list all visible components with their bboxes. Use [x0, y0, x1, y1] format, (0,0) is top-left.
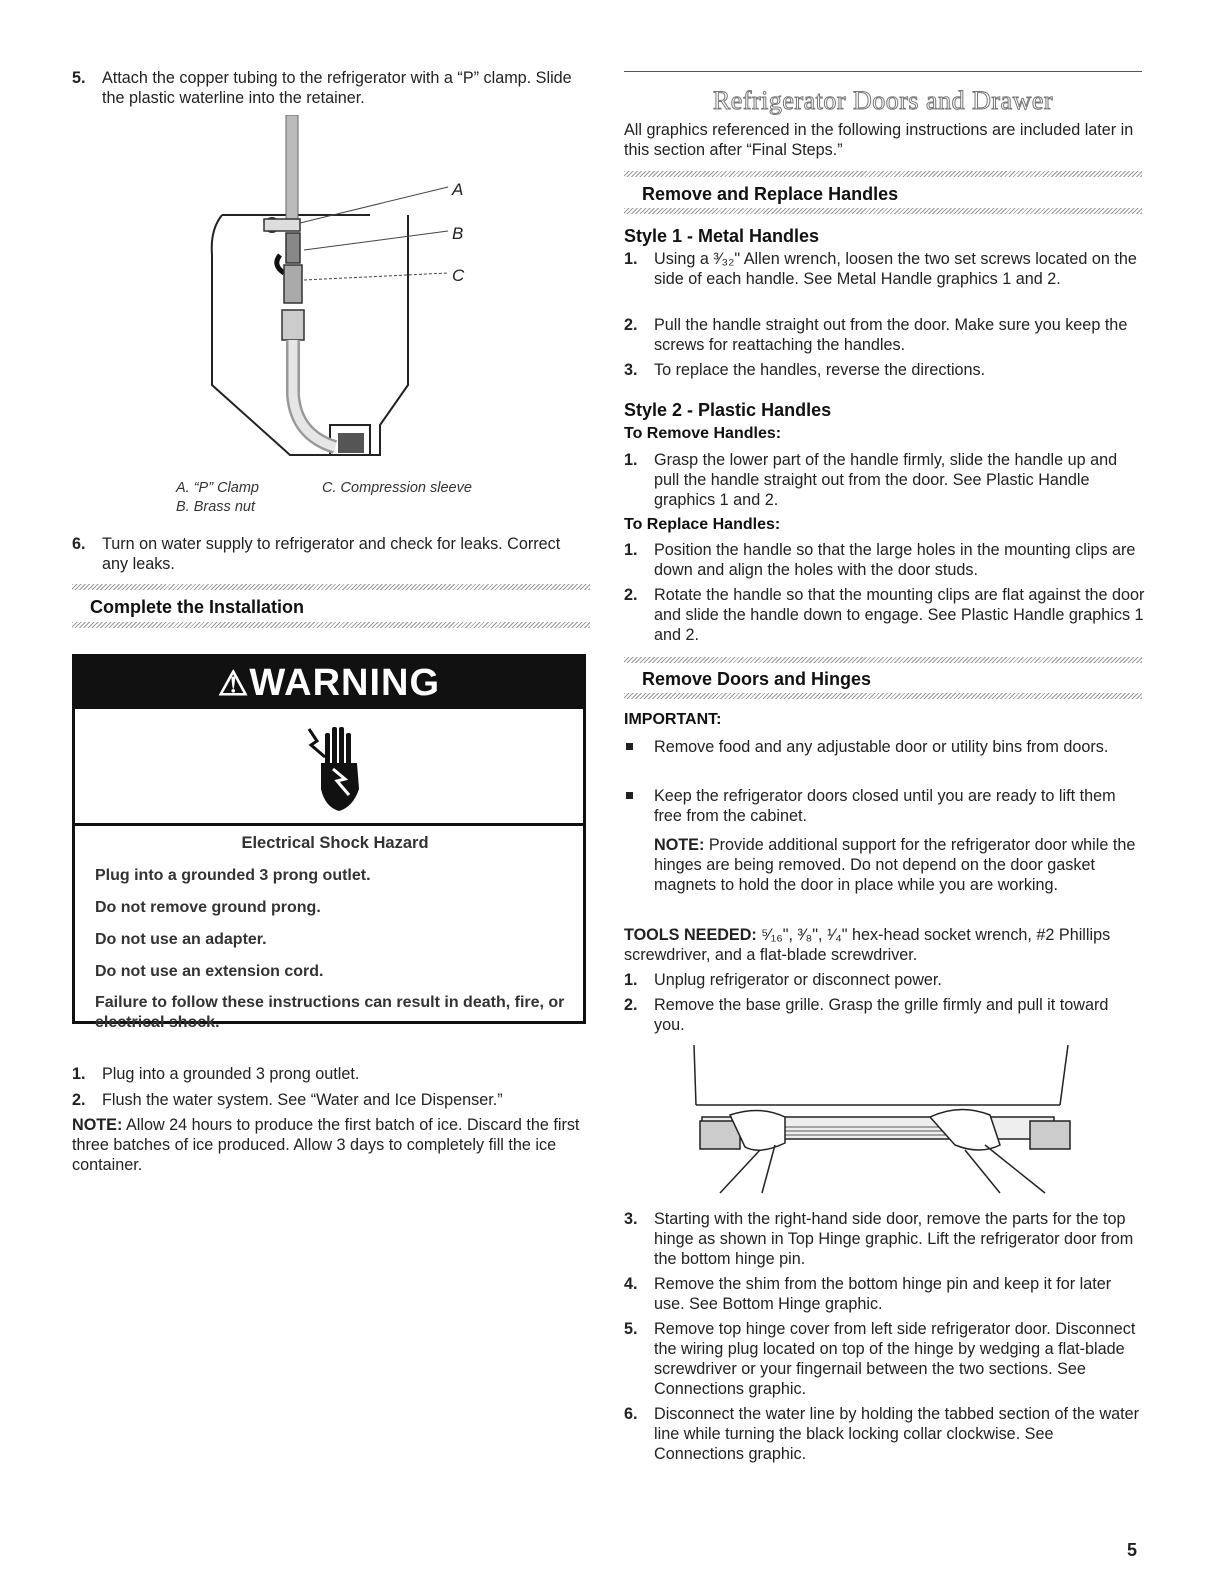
section-rule-bottom	[72, 622, 590, 628]
bullet-text: Remove food and any adjustable door or utility bins from doors.	[654, 738, 1109, 756]
step-number: 3.	[624, 1210, 638, 1228]
important-label: IMPORTANT:	[624, 711, 722, 728]
section-rule-bottom	[624, 208, 1142, 214]
note-text: Allow 24 hours to produce the first batch of ice. Discard the first three batches of ice produced. Allow 3 days to completely fill the ice container.	[72, 1116, 580, 1174]
electric-shock-hand-icon	[303, 719, 367, 815]
step-number: 5.	[72, 69, 86, 87]
step-text: Unplug refrigerator or disconnect power.	[654, 971, 942, 989]
door-step-3	[624, 1209, 1146, 1269]
warning-line-1: Plug into a grounded 3 prong outlet.	[95, 867, 371, 884]
warning-triangle-icon: ⚠	[217, 665, 250, 703]
step-text: Turn on water supply to refrigerator and check for leaks. Correct any leaks.	[102, 535, 561, 573]
tools-needed	[624, 925, 1146, 965]
step-number: 1.	[624, 971, 638, 989]
warning-divider	[75, 823, 583, 826]
warning-line-2: Do not remove ground prong.	[95, 899, 321, 916]
warning-line-5: Failure to follow these instructions can result in death, fire, or electrical shock.	[95, 994, 565, 1031]
step-number: 1.	[624, 541, 638, 559]
step-number: 4.	[624, 1275, 638, 1293]
step-number: 1.	[624, 451, 638, 469]
step-number: 1.	[72, 1065, 86, 1083]
warning-hazard: Electrical Shock Hazard	[241, 834, 429, 852]
door-step-2	[624, 995, 1124, 1035]
step-text: Plug into a grounded 3 prong outlet.	[102, 1065, 360, 1083]
step-5	[72, 68, 592, 108]
style1-step-3	[624, 360, 1146, 380]
bullet-icon	[626, 792, 633, 799]
warning-line-3: Do not use an adapter.	[95, 931, 267, 948]
door-step-6	[624, 1404, 1146, 1464]
section-heading-handles: Remove and Replace Handles	[642, 184, 899, 204]
title-rule	[624, 71, 1142, 72]
door-step-5	[624, 1319, 1146, 1399]
step-text: Remove the base grille. Grasp the grille firmly and pull it toward you.	[654, 996, 1109, 1034]
bullet-text: Keep the refrigerator doors closed until you are ready to lift them free from the cabinet.	[654, 787, 1116, 825]
section-heading-doors: Remove Doors and Hinges	[642, 669, 872, 689]
style1-heading: Style 1 - Metal Handles	[624, 226, 820, 246]
warning-box	[72, 654, 586, 1031]
step-number: 2.	[624, 586, 638, 604]
step-number: 2.	[624, 316, 638, 334]
step-number: 2.	[72, 1091, 86, 1109]
warning-title: WARNING	[249, 662, 441, 704]
replace-step-2	[624, 585, 1146, 645]
right-note	[654, 835, 1144, 895]
callout-c: C	[452, 266, 465, 285]
step-text: Disconnect the water line by holding the tabbed section of the water line while turning the black locking collar clockwise. See Connections graphic.	[654, 1405, 1140, 1463]
section-rule-bottom	[624, 693, 1142, 699]
note-label: NOTE:	[72, 1116, 123, 1134]
warning-bar	[75, 657, 583, 709]
step-text: Position the handle so that the large holes in the mounting clips are down and align the holes with the door studs.	[654, 541, 1136, 579]
step-number: 6.	[624, 1405, 638, 1423]
step-number: 2.	[624, 996, 638, 1014]
bullet-item	[624, 737, 1146, 757]
note-label: NOTE:	[654, 836, 705, 854]
section-heading-complete: Complete the Installation	[90, 597, 305, 617]
step-number: 1.	[624, 250, 638, 268]
right-intro: All graphics referenced in the following instructions are included later in this section after “Final Steps.”	[624, 121, 1134, 159]
step-text: Grasp the lower part of the handle firmly, slide the handle up and pull the handle straight out from the door. See Plastic Handle graphics 1 and 2.	[654, 451, 1118, 509]
bullet-item	[624, 786, 1146, 826]
section-rule-top	[72, 584, 590, 590]
page-number: 5	[1126, 1540, 1137, 1560]
caption-a: A. “P” Clamp	[176, 480, 259, 496]
step-number: 3.	[624, 361, 638, 379]
step-text: Flush the water system. See “Water and Ice Dispenser.”	[102, 1091, 503, 1109]
tools-text: ⁵⁄₁₆", ³⁄₈", ¹⁄₄" hex-head socket wrench, #2 Phillips screwdriver, and a flat-blade screwdriver.	[624, 926, 1111, 964]
step-text: To replace the handles, reverse the directions.	[654, 361, 986, 379]
step-number: 5.	[624, 1320, 638, 1338]
remove-step-1	[624, 450, 1146, 510]
door-step-1	[624, 970, 1146, 990]
section-title: Refrigerator Doors and Drawer	[712, 86, 1054, 115]
base-grille-illustration	[690, 1045, 1080, 1195]
step-text: Attach the copper tubing to the refrigerator with a “P” clamp. Slide the plastic waterline into the retainer.	[102, 69, 572, 107]
step-text: Remove top hinge cover from left side refrigerator door. Disconnect the wiring plug located on top of the hinge by wedging a flat-blade screwdriver or your fingernail between the two sections. See Connections graphic.	[654, 1320, 1136, 1398]
bullet-icon	[626, 743, 633, 750]
step-text: Remove the shim from the bottom hinge pin and keep it for later use. See Bottom Hinge graphic.	[654, 1275, 1112, 1313]
caption-c: C. Compression sleeve	[322, 480, 472, 496]
warning-line-4: Do not use an extension cord.	[95, 963, 324, 980]
step-text: Using a ³⁄₃₂" Allen wrench, loosen the two set screws located on the side of each handle. See Metal Handle graphics 1 and 2.	[654, 250, 1137, 288]
step-text: Starting with the right-hand side door, remove the parts for the top hinge as shown in Top Hinge graphic. Lift the refrigerator door from the bottom hinge pin.	[654, 1210, 1134, 1268]
caption-b: B. Brass nut	[176, 499, 255, 515]
note-text: Provide additional support for the refrigerator door while the hinges are being removed. Do not depend on the door gasket magnets to hold the door in place while you are working.	[654, 836, 1136, 894]
to-remove-heading: To Remove Handles:	[624, 425, 782, 442]
style1-step-1	[624, 249, 1146, 289]
p-clamp-illustration	[200, 115, 480, 465]
step-6	[72, 534, 572, 574]
section-rule-top	[624, 171, 1142, 177]
left-note	[72, 1115, 582, 1175]
style2-heading: Style 2 - Plastic Handles	[624, 400, 832, 420]
style1-step-2	[624, 315, 1146, 355]
replace-step-1	[624, 540, 1146, 580]
tools-label: TOOLS NEEDED:	[624, 926, 757, 944]
section-rule-top	[624, 657, 1142, 663]
final-step-2	[72, 1090, 592, 1110]
callout-a: A	[452, 180, 464, 199]
step-text: Rotate the handle so that the mounting clips are flat against the door and slide the handle down to engage. See Plastic Handle graphics 1 and 2.	[654, 586, 1145, 644]
door-step-4	[624, 1274, 1146, 1314]
step-number: 6.	[72, 535, 86, 553]
callout-b: B	[452, 224, 464, 243]
final-step-1	[72, 1064, 592, 1084]
to-replace-heading: To Replace Handles:	[624, 516, 781, 533]
step-text: Pull the handle straight out from the door. Make sure you keep the screws for reattaching the handles.	[654, 316, 1128, 354]
